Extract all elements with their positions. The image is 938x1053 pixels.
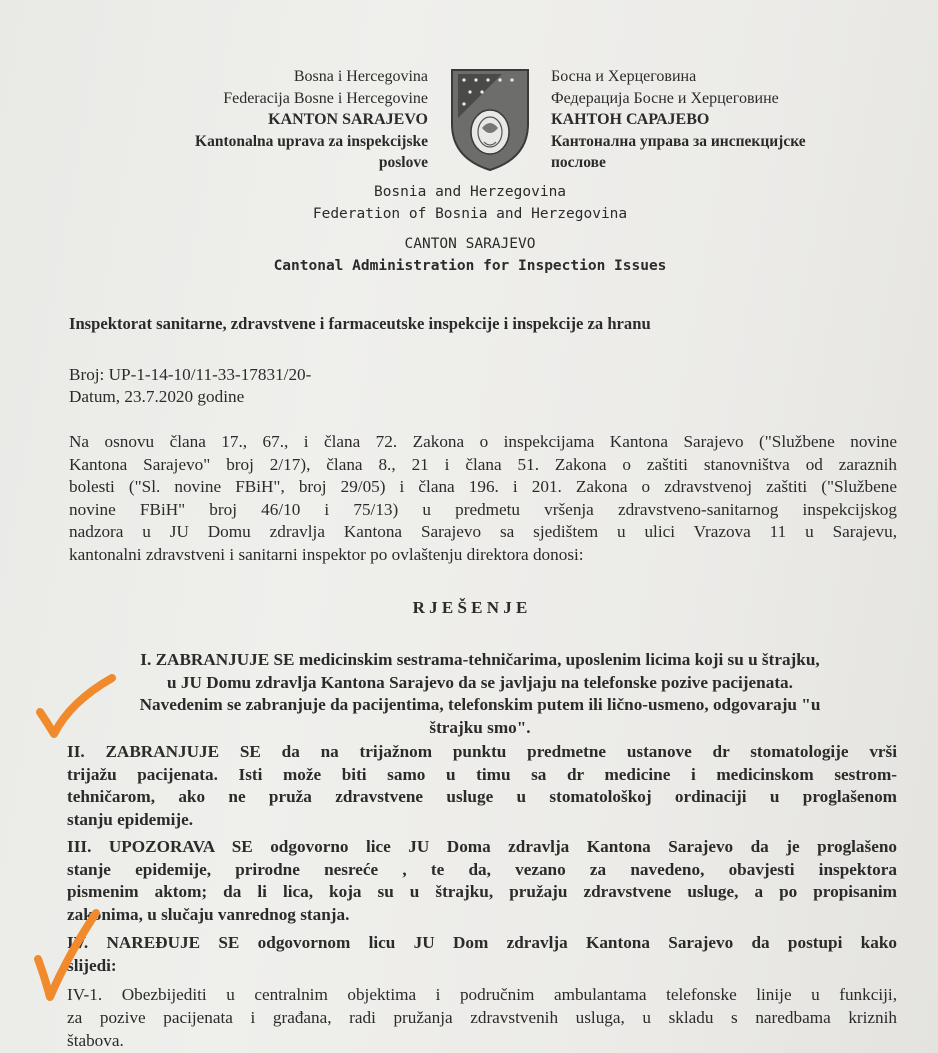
checkmark-icon bbox=[24, 905, 114, 1015]
section-3-line: stanje epidemije, prirodne nesreće , te da, vezano za navedeno, obavjesti inspektora bbox=[67, 859, 897, 879]
header-left-line2: Federacija Bosne i Hercegovine bbox=[223, 89, 428, 107]
header-english-line3: CANTON SARAJEVO bbox=[404, 236, 536, 252]
preamble bbox=[69, 431, 897, 566]
preamble-line: Na osnovu člana 17., 67., i člana 72. Zakona o inspekcijama Kantona Sarajevo ("Službene novine bbox=[69, 432, 897, 451]
section-4-line: IV. NAREĐUJE SE odgovornom licu JU Dom zdravlja Kantona Sarajevo da postupi kako bbox=[67, 933, 897, 952]
preamble-line: nadzora u JU Domu zdravlja Kantona Sarajevo sa sjedištem u ulici Vrazova 11 u Sarajevu, bbox=[69, 522, 897, 541]
preamble-line: Kantona Sarajevo" broj 2/17), člana 8., 21 i člana 51. Zakona o zaštiti stanovništva od zaraznih bbox=[69, 454, 897, 474]
coat-of-arms-icon bbox=[448, 66, 532, 172]
section-3-line: pismenim aktom; da li lica, koja su u štrajku, pružaju zdravstvene usluge, a po propisanim bbox=[67, 882, 897, 902]
preamble-line: kantonalni zdravstveni i sanitarni inspektor po ovlaštenju direktora donosi: bbox=[69, 544, 584, 564]
header-english-line4: Cantonal Administration for Inspection Issues bbox=[273, 258, 667, 274]
section-3-line: III. UPOZORAVA SE odgovorno lice JU Doma zdravlja Kantona Sarajevo da je proglašeno bbox=[67, 837, 897, 856]
header-right-line1: Босна и Херцеговина bbox=[551, 68, 697, 85]
section-2-line: stanju epidemije. bbox=[67, 809, 194, 829]
header-right-line2: Федерација Босне и Херцеговине bbox=[551, 89, 779, 107]
preamble-line: novine FBiH" broj 46/10 i 75/13) u predmetu vršenja zdravstveno-sanitarnog inspekcijskog bbox=[69, 499, 897, 519]
header-left-line1: Bosna i Hercegovina bbox=[293, 68, 428, 85]
header-left-line4: Kantonalna uprava za inspekcijske bbox=[195, 132, 428, 150]
section-4-1-line: za pozive pacijenata i građana, radi pružanja zdravstvenih usluga, u skladu s naredbama kriznih bbox=[67, 1008, 897, 1027]
section-1-line: Navedenim se zabranjuje da pacijentima, telefonskim putem ili lično-usmeno, odgovaraju "u bbox=[139, 695, 821, 715]
section-3-line: zakonima, u slučaju vanrednog stanja. bbox=[67, 904, 350, 924]
section-4-1-line: štabova. bbox=[67, 1031, 124, 1050]
header-right-line3: КАНТОН САРАЈЕВО bbox=[551, 111, 710, 128]
reference-number: Broj: UP-1-14-10/11-33-17831/20- bbox=[69, 365, 312, 384]
header-english-line1: Bosnia and Herzegovina bbox=[373, 184, 567, 200]
section-3 bbox=[67, 836, 897, 926]
section-2 bbox=[67, 741, 897, 831]
section-4-1-line: IV-1. Obezbijediti u centralnim objektima i područnim ambulantama telefonske linije u funkciji, bbox=[67, 985, 897, 1004]
reference-block bbox=[69, 364, 311, 408]
section-4-1 bbox=[67, 983, 897, 1052]
section-1-line: I. ZABRANJUJE SE medicinskim sestrama-tehničarima, uposlenim licima koji su u štrajku, bbox=[140, 650, 820, 669]
checkmark-icon bbox=[30, 672, 120, 752]
inspectorate-title: Inspektorat sanitarne, zdravstvene i farmaceutske inspekcije i inspekcije za hranu bbox=[69, 314, 651, 333]
section-2-line: II. ZABRANJUJE SE da na trijažnom punktu predmetne ustanove dr stomatologije vrši bbox=[67, 742, 897, 761]
section-2-line: tehničarom, ako ne pruža zdravstvene usluge u stomatološkoj ordinaciji u proglašenom bbox=[67, 787, 897, 807]
header-left-line3: KANTON SARAJEVO bbox=[268, 111, 428, 128]
section-2-line: trijažu pacijenata. Isti može biti samo u timu sa dr medicine i medicinskom sestrom- bbox=[67, 764, 897, 784]
header-english bbox=[260, 181, 680, 277]
section-1-line: u JU Domu zdravlja Kantona Sarajevo da se javljaju na telefonske pozive pacijenata. bbox=[167, 672, 793, 692]
reference-date: Datum, 23.7.2020 godine bbox=[69, 387, 245, 406]
header-left-line5: poslove bbox=[378, 154, 428, 171]
header-right-line4: Кантонална управа за инспекцијске bbox=[551, 132, 806, 150]
section-4 bbox=[67, 932, 897, 977]
preamble-line: bolesti ("Sl. novine FBiH", broj 29/05) i člana 196. i 201. Zakona o zdravstvenoj zaštiti ("Službene bbox=[69, 477, 897, 496]
header-right-line5: послове bbox=[551, 154, 606, 171]
header-english-line2: Federation of Bosnia and Herzegovina bbox=[312, 206, 628, 222]
section-1-line: štrajku smo". bbox=[429, 717, 531, 737]
section-1 bbox=[60, 649, 900, 739]
decision-title: R J E Š E N J E bbox=[412, 598, 528, 617]
header-left bbox=[195, 66, 428, 174]
section-4-line: slijedi: bbox=[67, 955, 117, 975]
header-right bbox=[551, 66, 806, 174]
